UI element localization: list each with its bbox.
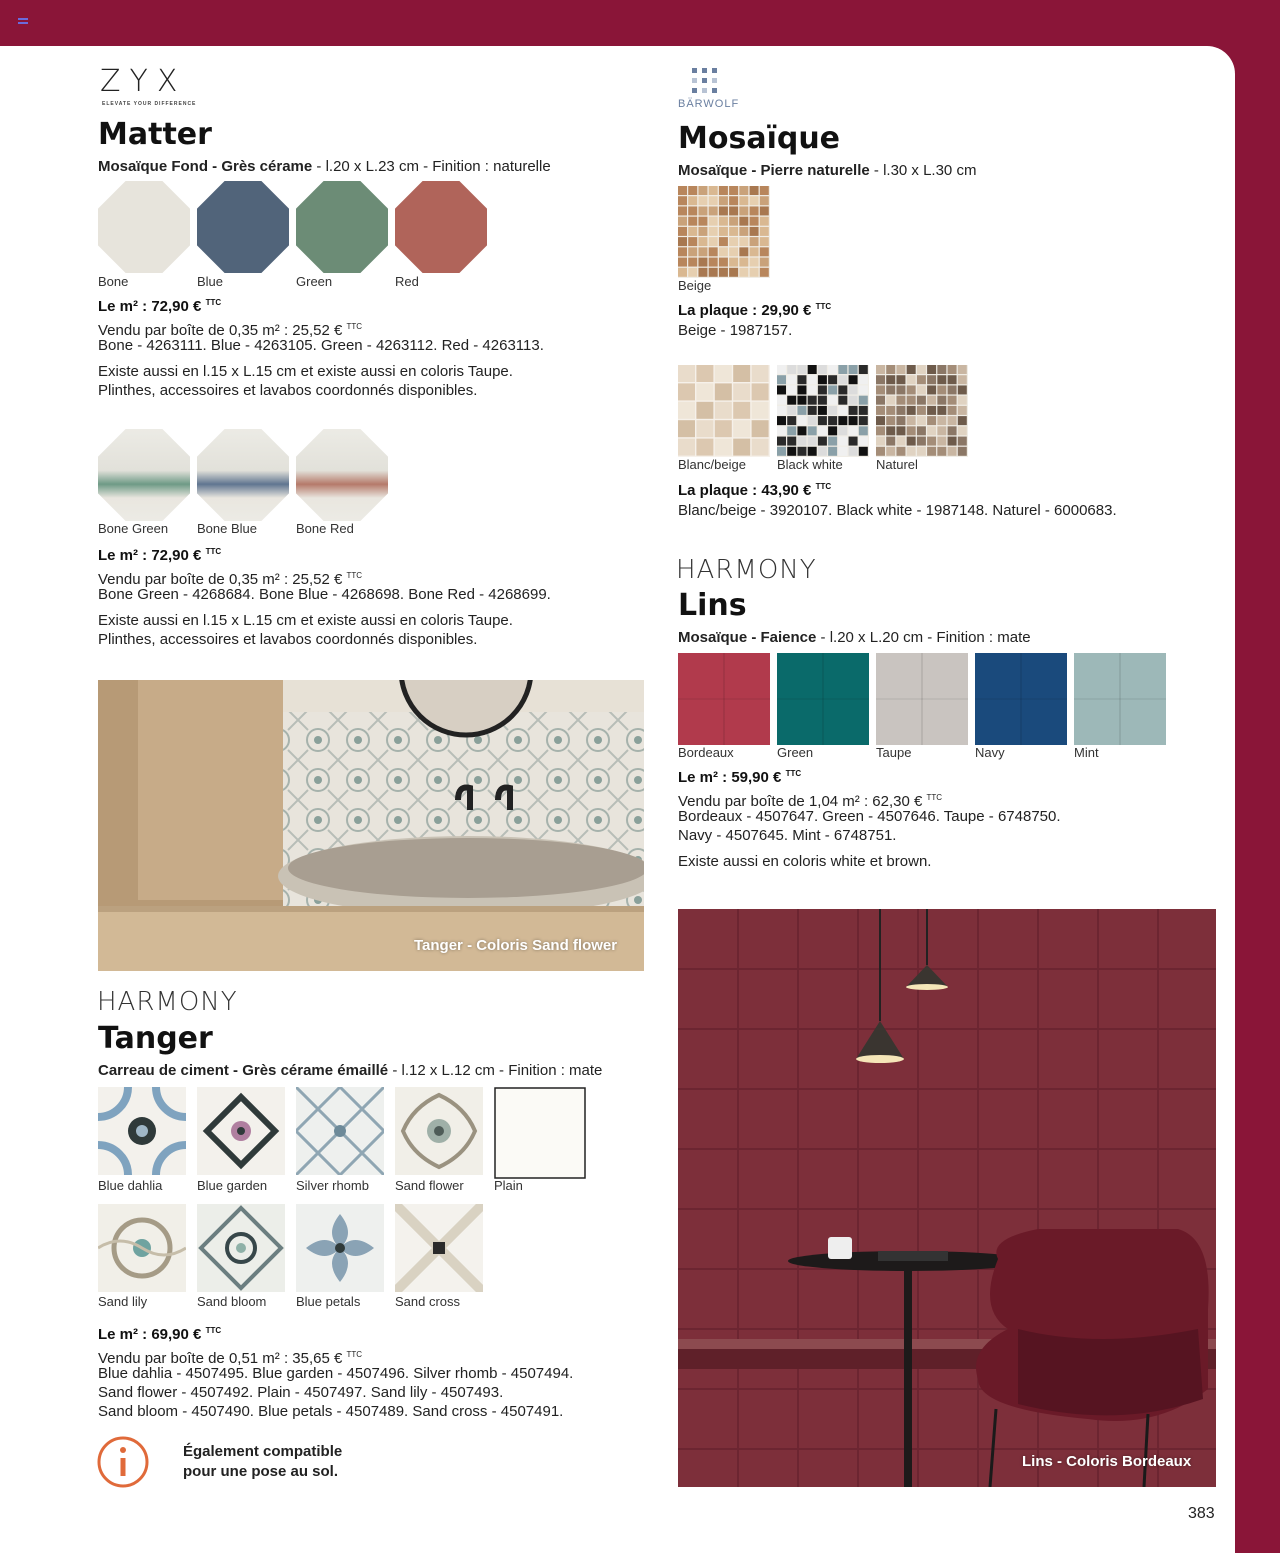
matter-box-1: Vendu par boîte de 0,35 m² : 25,52 € $^{TTC}$: [98, 322, 363, 339]
mosaique-title: Mosaïque: [678, 121, 841, 156]
matter-title: Matter: [98, 117, 212, 152]
lins-illustration: [678, 909, 1216, 1487]
mosaique-swatch[interactable]: [777, 365, 869, 457]
info-icon: [97, 1434, 153, 1490]
matter-decor-swatch-label: Bone Red: [296, 521, 354, 536]
lins-note: Existe aussi en coloris white et brown.: [678, 853, 932, 870]
mosaique-price-2: La plaque : 43,90 € $^{TTC}$: [678, 482, 832, 499]
bathroom-photo: [98, 680, 644, 971]
lins-swatch[interactable]: [678, 653, 770, 745]
mosaique-label-beige: Beige: [678, 278, 712, 293]
lins-swatch-label: Bordeaux: [678, 745, 734, 760]
tanger-title: Tanger: [98, 1021, 213, 1056]
lins-swatch[interactable]: [777, 653, 869, 745]
matter-note-2a: Existe aussi en l.15 x L.15 cm et existe aussi en coloris Taupe.: [98, 612, 513, 629]
tanger-refs-3: Sand bloom - 4507490. Blue petals - 4507489. Sand cross - 4507491.: [98, 1403, 564, 1420]
matter-refs-1: Bone - 4263111. Blue - 4263105. Green - 4263112. Red - 4263113.: [98, 337, 544, 354]
matter-subtitle: Mosaïque Fond - Grès cérame - l.20 x L.23 cm - Finition : naturelle: [98, 158, 551, 175]
tanger-price: Le m² : 69,90 € $^{TTC}$: [98, 1326, 222, 1343]
lins-refs-2: Navy - 4507645. Mint - 6748751.: [678, 827, 897, 844]
tanger-tile[interactable]: [296, 1204, 388, 1296]
tanger-refs-1: Blue dahlia - 4507495. Blue garden - 4507496. Silver rhomb - 4507494.: [98, 1365, 574, 1382]
tanger-tile[interactable]: [98, 1204, 190, 1296]
info-text-2: pour une pose au sol.: [183, 1463, 339, 1480]
lins-swatch[interactable]: [1074, 653, 1166, 745]
lins-swatch[interactable]: [876, 653, 968, 745]
barwolf-logo-icon: [692, 68, 718, 94]
mosaique-swatch-label: Black white: [777, 457, 843, 472]
tanger-tile[interactable]: [296, 1087, 388, 1179]
menu-icon[interactable]: [18, 18, 28, 24]
matter-note-1a: Existe aussi en l.15 x L.15 cm et existe aussi en coloris Taupe.: [98, 363, 513, 380]
matter-decor-swatch-label: Bone Blue: [197, 521, 257, 536]
page-number: 383: [1188, 1505, 1215, 1522]
tanger-tile-label: Sand lily: [98, 1294, 148, 1309]
tanger-tile-label: Silver rhomb: [296, 1178, 369, 1193]
lins-swatch[interactable]: [975, 653, 1067, 745]
matter-note-1b: Plinthes, accessoires et lavabos coordonnés disponibles.: [98, 382, 478, 399]
tanger-tile-label: Sand cross: [395, 1294, 461, 1309]
tanger-tile-label: Sand flower: [395, 1178, 464, 1193]
tanger-tile[interactable]: [197, 1087, 289, 1179]
mosaique-swatch-label: Blanc/beige: [678, 457, 746, 472]
matter-swatch-label: Blue: [197, 274, 224, 289]
tanger-box: Vendu par boîte de 0,51 m² : 35,65 € $^{TTC}$: [98, 1350, 363, 1367]
tanger-tile-label: Sand bloom: [197, 1294, 267, 1309]
tanger-refs-2: Sand flower - 4507492. Plain - 4507497. Sand lily - 4507493.: [98, 1384, 504, 1401]
bathroom-illustration: [98, 680, 644, 971]
tanger-tile[interactable]: [395, 1087, 487, 1179]
lins-title: Lins: [678, 588, 747, 623]
lins-swatch-label: Navy: [975, 745, 1005, 760]
harmony-logo-tanger: HARMONY: [97, 987, 238, 1017]
lins-refs-1: Bordeaux - 4507647. Green - 4507646. Taupe - 6748750.: [678, 808, 1061, 825]
tanger-subtitle: Carreau de ciment - Grès cérame émaillé - l.12 x L.12 cm - Finition : mate: [98, 1062, 603, 1079]
mosaique-refs-1: Beige - 1987157.: [678, 322, 793, 339]
harmony-logo-lins: HARMONY: [676, 555, 817, 585]
barwolf-logo: BÄRWOLF: [678, 98, 740, 110]
tanger-tile[interactable]: [197, 1204, 289, 1296]
zyx-logo: ZYX: [100, 64, 187, 99]
mosaique-swatch[interactable]: [876, 365, 968, 457]
matter-decor-swatch-label: Bone Green: [98, 521, 169, 536]
lins-swatch-label: Green: [777, 745, 814, 760]
matter-note-2b: Plinthes, accessoires et lavabos coordonnés disponibles.: [98, 631, 478, 648]
bathroom-photo-caption: Tanger - Coloris Sand flower: [414, 937, 618, 954]
tanger-tile[interactable]: [98, 1087, 190, 1179]
mosaique-swatch-label: Naturel: [876, 457, 918, 472]
tanger-tile[interactable]: [494, 1087, 586, 1179]
lins-box: Vendu par boîte de 1,04 m² : 62,30 € $^{TTC}$: [678, 793, 943, 810]
tanger-tile-label: Blue garden: [197, 1178, 268, 1193]
tanger-tile[interactable]: [395, 1204, 487, 1296]
tanger-tile-label: Blue dahlia: [98, 1178, 163, 1193]
tanger-tile-label: Plain: [494, 1178, 523, 1193]
lins-subtitle: Mosaïque - Faience - l.20 x L.20 cm - Finition : mate: [678, 629, 1031, 646]
mosaique-subtitle: Mosaïque - Pierre naturelle - l.30 x L.30 cm: [678, 162, 977, 179]
lins-swatch-label: Mint: [1074, 745, 1099, 760]
mosaique-swatch[interactable]: [678, 365, 770, 457]
matter-swatch-label: Green: [296, 274, 333, 289]
matter-price-2: Le m² : 72,90 € $^{TTC}$: [98, 547, 222, 564]
lins-photo: [678, 909, 1216, 1487]
lins-price: Le m² : 59,90 € $^{TTC}$: [678, 769, 802, 786]
mosaique-swatch-beige[interactable]: [678, 186, 770, 278]
matter-swatch-label: Bone: [98, 274, 129, 289]
lins-swatch-label: Taupe: [876, 745, 912, 760]
info-text-1: Également compatible: [183, 1443, 343, 1460]
lins-photo-caption: Lins - Coloris Bordeaux: [1022, 1453, 1192, 1470]
mosaique-price-1: La plaque : 29,90 € $^{TTC}$: [678, 302, 832, 319]
tanger-tile-label: Blue petals: [296, 1294, 361, 1309]
zyx-logo-tagline: ELEVATE YOUR DIFFERENCE: [102, 101, 197, 107]
mosaique-refs-2: Blanc/beige - 3920107. Black white - 1987148. Naturel - 6000683.: [678, 502, 1117, 519]
matter-box-2: Vendu par boîte de 0,35 m² : 25,52 € $^{TTC}$: [98, 571, 363, 588]
matter-swatch-label: Red: [395, 274, 419, 289]
matter-refs-2: Bone Green - 4268684. Bone Blue - 4268698. Bone Red - 4268699.: [98, 586, 551, 603]
matter-price-1: Le m² : 72,90 € $^{TTC}$: [98, 298, 222, 315]
